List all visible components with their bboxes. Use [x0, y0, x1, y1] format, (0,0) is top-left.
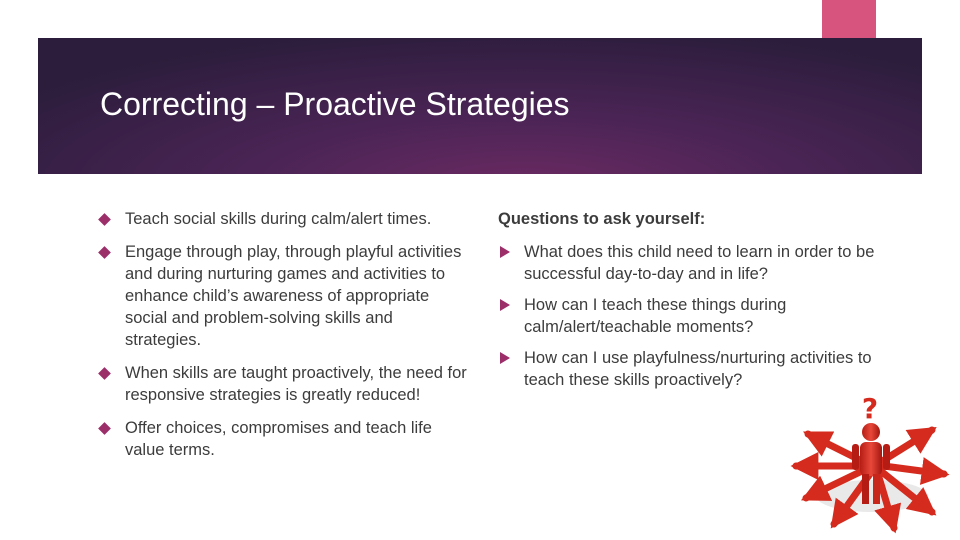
diamond-bullet-icon	[98, 367, 111, 380]
bullet-text: When skills are taught proactively, the need for responsive strategies is greatly reduced!	[125, 364, 467, 404]
questions-panel	[498, 208, 878, 400]
bullet-text: Engage through play, through playful activities and during nurturing games and activities to enhance child’s awareness of appropriate social and problem-solving skills and strategies.	[125, 243, 462, 349]
diamond-bullet-icon	[98, 422, 111, 435]
question-item	[498, 347, 878, 391]
bullet-item	[100, 362, 470, 406]
diamond-bullet-icon	[98, 246, 111, 259]
question-text: How can I use playfulness/nurturing activities to teach these skills proactively?	[524, 349, 872, 389]
triangle-bullet-icon	[500, 352, 510, 364]
triangle-bullet-icon	[500, 246, 510, 258]
bullet-item	[100, 241, 470, 351]
question-text: How can I teach these things during calm/alert/teachable moments?	[524, 296, 787, 336]
bullet-text: Offer choices, compromises and teach life value terms.	[125, 419, 432, 459]
bullet-text: Teach social skills during calm/alert times.	[125, 210, 432, 228]
svg-text:?: ?	[861, 392, 879, 425]
questions-heading: Questions to ask yourself:	[498, 210, 706, 228]
question-item	[498, 241, 878, 285]
bullet-item	[100, 208, 470, 230]
diamond-bullet-icon	[98, 213, 111, 226]
bullet-item	[100, 417, 470, 461]
question-text: What does this child need to learn in order to be successful day-to-day and in life?	[524, 243, 875, 283]
question-person-arrows-icon	[782, 392, 958, 538]
triangle-bullet-icon	[500, 299, 510, 311]
question-item	[498, 294, 878, 338]
slide-title: Correcting – Proactive Strategies	[100, 86, 570, 122]
bullet-list	[100, 208, 470, 472]
